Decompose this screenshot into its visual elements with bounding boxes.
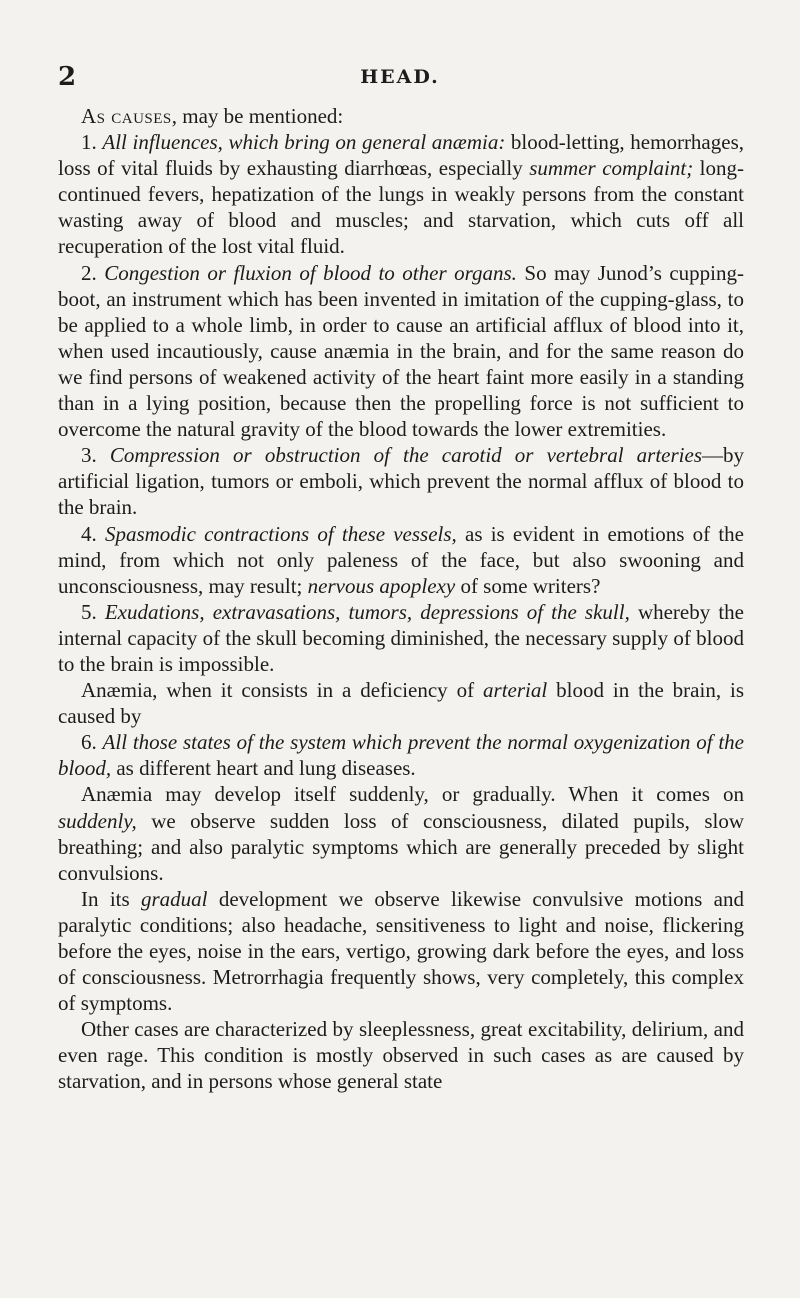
text-run: development we observe likewise convulsive motions and paralytic conditions; also headache, sensitiveness to light and noise, flickering before the eyes, noise in the ears, vertigo, growing dark before the eyes, and loss of consciousness. Metrorrhagia frequently shows, very completely, this complex of symptoms. [58,886,744,1016]
text-run: long-continued fevers, hepatization of the lungs in weakly persons from the constant wasting away of blood and muscles; and starvation, which cuts off all recuperation of the lost vital fluid. [58,156,745,259]
italic-phrase: All influences, which bring on general anæmia: [102,130,506,155]
text-run: as is evident in emotions of the mind, from which not only paleness of the face, but also swooning and unconsciousness, may result; [58,521,744,598]
text-run: So may Junod’s cupping-boot, an instrument which has been invented in imitation of the cupping-glass, to be applied to a whole limb, in order to cause an artificial afflux of blood into it, when used incautiously, cause anæmia in the brain, and for the same reason do we find persons of weakened activity of the heart faint more easily in a standing than in a lying position, because then the propelling force is not sufficient to overcome the natural gravity of the blood towards the lower extremities. [58,260,745,442]
italic-phrase: summer complaint; [529,156,694,181]
intro-rest: , may be mentioned: [171,104,344,128]
italic-phrase: Spasmodic contractions of these vessels, [104,521,457,546]
paragraph [58,599,744,677]
intro-paragraph [58,103,744,129]
text-run: Anæmia may develop itself suddenly, or gradually. When it comes on [81,782,744,807]
text-run: 3. [81,443,110,468]
text-run: of some writers? [455,573,601,598]
paragraph-list [58,129,744,1094]
text-run: as different heart and lung diseases. [111,756,416,781]
text-run: 2. [81,260,105,285]
intro-lead: As causes [81,104,172,128]
text-run: blood-letting, hemorrhages, loss of vital fluids by exhausting diarrhœas, especially [58,130,744,181]
text-run: —by artificial ligation, tumors or emboli, which prevent the normal afflux of blood to the brain. [58,443,744,520]
text-run: we observe sudden loss of consciousness, dilated pupils, slow breathing; and also paralytic symptoms which are generally preceded by slight convulsions. [58,808,744,885]
text-run: 4. [81,521,105,546]
paragraph [58,729,744,781]
italic-phrase: suddenly, [58,808,137,833]
text-run: 6. [81,730,103,755]
text-run: 1. [81,130,103,155]
italic-phrase: All those states of the system which prevent the normal oxygenization of the blood, [58,730,744,781]
italic-phrase: Compression or obstruction of the carotid or vertebral arteries [109,443,702,468]
paragraph [58,260,744,443]
italic-phrase: gradual [140,886,208,911]
italic-phrase: nervous apoplexy [307,573,456,598]
italic-phrase: Exudations, extravasations, tumors, depressions of the skull, [104,599,630,624]
body-text [58,103,744,1095]
paragraph [58,677,744,729]
paragraph [58,442,744,520]
page-header [0,62,800,92]
paragraph [58,1016,744,1094]
text-run: Anæmia, when it consists in a deficiency of [81,678,484,703]
italic-phrase: Congestion or fluxion of blood to other organs. [104,260,517,285]
running-title: HEAD. [360,66,440,88]
italic-phrase: arterial [483,678,548,703]
text-run: 5. [81,599,105,624]
text-run: Other cases are characterized by sleeplessness, great excitability, delirium, and even rage. This condition is mostly observed in such cases as are caused by starvation, and in persons whose general state [58,1017,744,1094]
text-run: blood in the brain, is caused by [58,678,745,729]
paragraph [58,781,744,885]
paragraph [58,521,744,599]
paragraph [58,129,744,259]
paragraph [58,886,744,1016]
page-number: 2 [58,62,77,92]
text-run: In its [81,886,141,911]
text-run: whereby the internal capacity of the skull becoming diminished, the necessary supply of blood to the brain is impossible. [58,599,745,676]
